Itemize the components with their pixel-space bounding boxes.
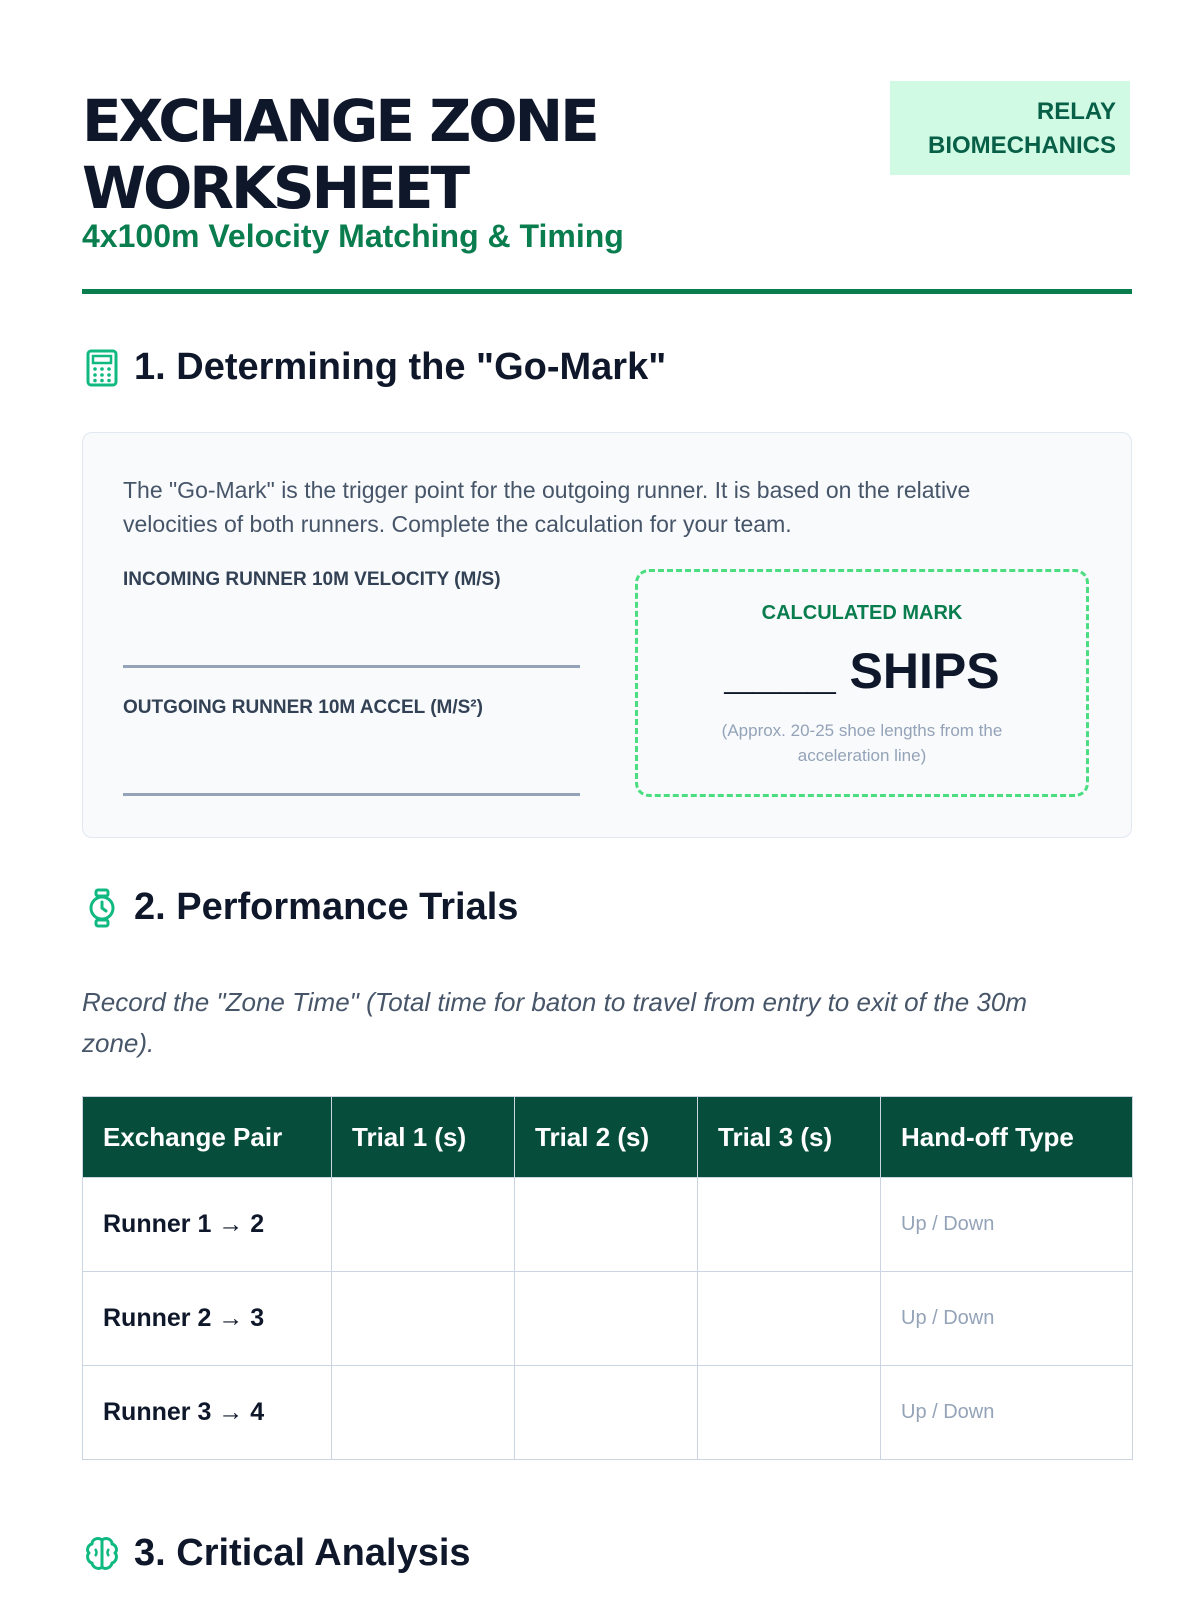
section2-title: 2. Performance Trials [134,886,519,928]
section1-heading [82,346,666,389]
calculated-mark-note: (Approx. 20-25 shoe lengths from the acceleration line) [721,721,1003,765]
handoff-type-cell[interactable]: Up / Down [881,1272,1133,1366]
outgoing-accel-label: OUTGOING RUNNER 10M ACCEL (M/S²) [123,697,483,718]
calculated-mark-label: CALCULATED MARK [761,602,963,624]
section1-title: 1. Determining the "Go-Mark" [134,346,667,388]
table-row [83,1272,1133,1366]
go-mark-card [82,432,1132,838]
calculator-icon [82,348,122,388]
exchange-pair-cell: Runner 2 → 3 [83,1272,332,1366]
section3-title: 3. Critical Analysis [134,1532,471,1574]
outgoing-accel-field[interactable] [123,793,580,796]
category-tag-line2: BIOMECHANICS [927,132,1116,159]
stopwatch-icon [82,888,122,928]
trial-3-cell[interactable] [698,1178,881,1272]
worksheet-header [82,80,1132,295]
exchange-pair-cell: Runner 3 → 4 [83,1366,332,1460]
table-header-row [83,1097,1133,1178]
section2-heading [82,886,518,929]
column-header: Exchange Pair [83,1097,332,1178]
incoming-velocity-field[interactable] [123,665,580,668]
trial-2-cell[interactable] [515,1272,698,1366]
incoming-velocity-label: INCOMING RUNNER 10M VELOCITY (M/S) [123,569,501,590]
go-mark-intro: The "Go-Mark" is the trigger point for the outgoing runner. It is based on the relative velocities of both runners. Complete the calculation for your team. [123,477,971,537]
trials-instruction: Record the "Zone Time" (Total time for baton to travel from entry to exit of the 30m zone). [82,987,1028,1058]
brain-icon [82,1534,122,1574]
header-divider [82,289,1132,294]
trial-2-cell[interactable] [515,1178,698,1272]
category-tag-line1: RELAY [1036,98,1116,125]
trial-1-cell[interactable] [332,1272,515,1366]
column-header: Trial 3 (s) [698,1097,881,1178]
exchange-pair-cell: Runner 1 → 2 [83,1178,332,1272]
column-header: Trial 2 (s) [515,1097,698,1178]
trial-3-cell[interactable] [698,1366,881,1460]
table-row [83,1366,1133,1460]
trial-1-cell[interactable] [332,1178,515,1272]
column-header: Trial 1 (s) [332,1097,515,1178]
column-header: Hand-off Type [881,1097,1133,1178]
category-tag [890,81,1130,175]
page-subtitle: 4x100m Velocity Matching & Timing [82,218,624,254]
section3-heading [82,1532,471,1575]
calculated-mark-value[interactable]: ____ SHIPS [724,643,1000,699]
page-title: EXCHANGE ZONE WORKSHEET [82,87,597,222]
trial-2-cell[interactable] [515,1366,698,1460]
table-row [83,1178,1133,1272]
trials-table [82,1096,1133,1460]
handoff-type-cell[interactable]: Up / Down [881,1178,1133,1272]
calculated-mark-box [635,569,1089,797]
trial-1-cell[interactable] [332,1366,515,1460]
trial-3-cell[interactable] [698,1272,881,1366]
handoff-type-cell[interactable]: Up / Down [881,1366,1133,1460]
